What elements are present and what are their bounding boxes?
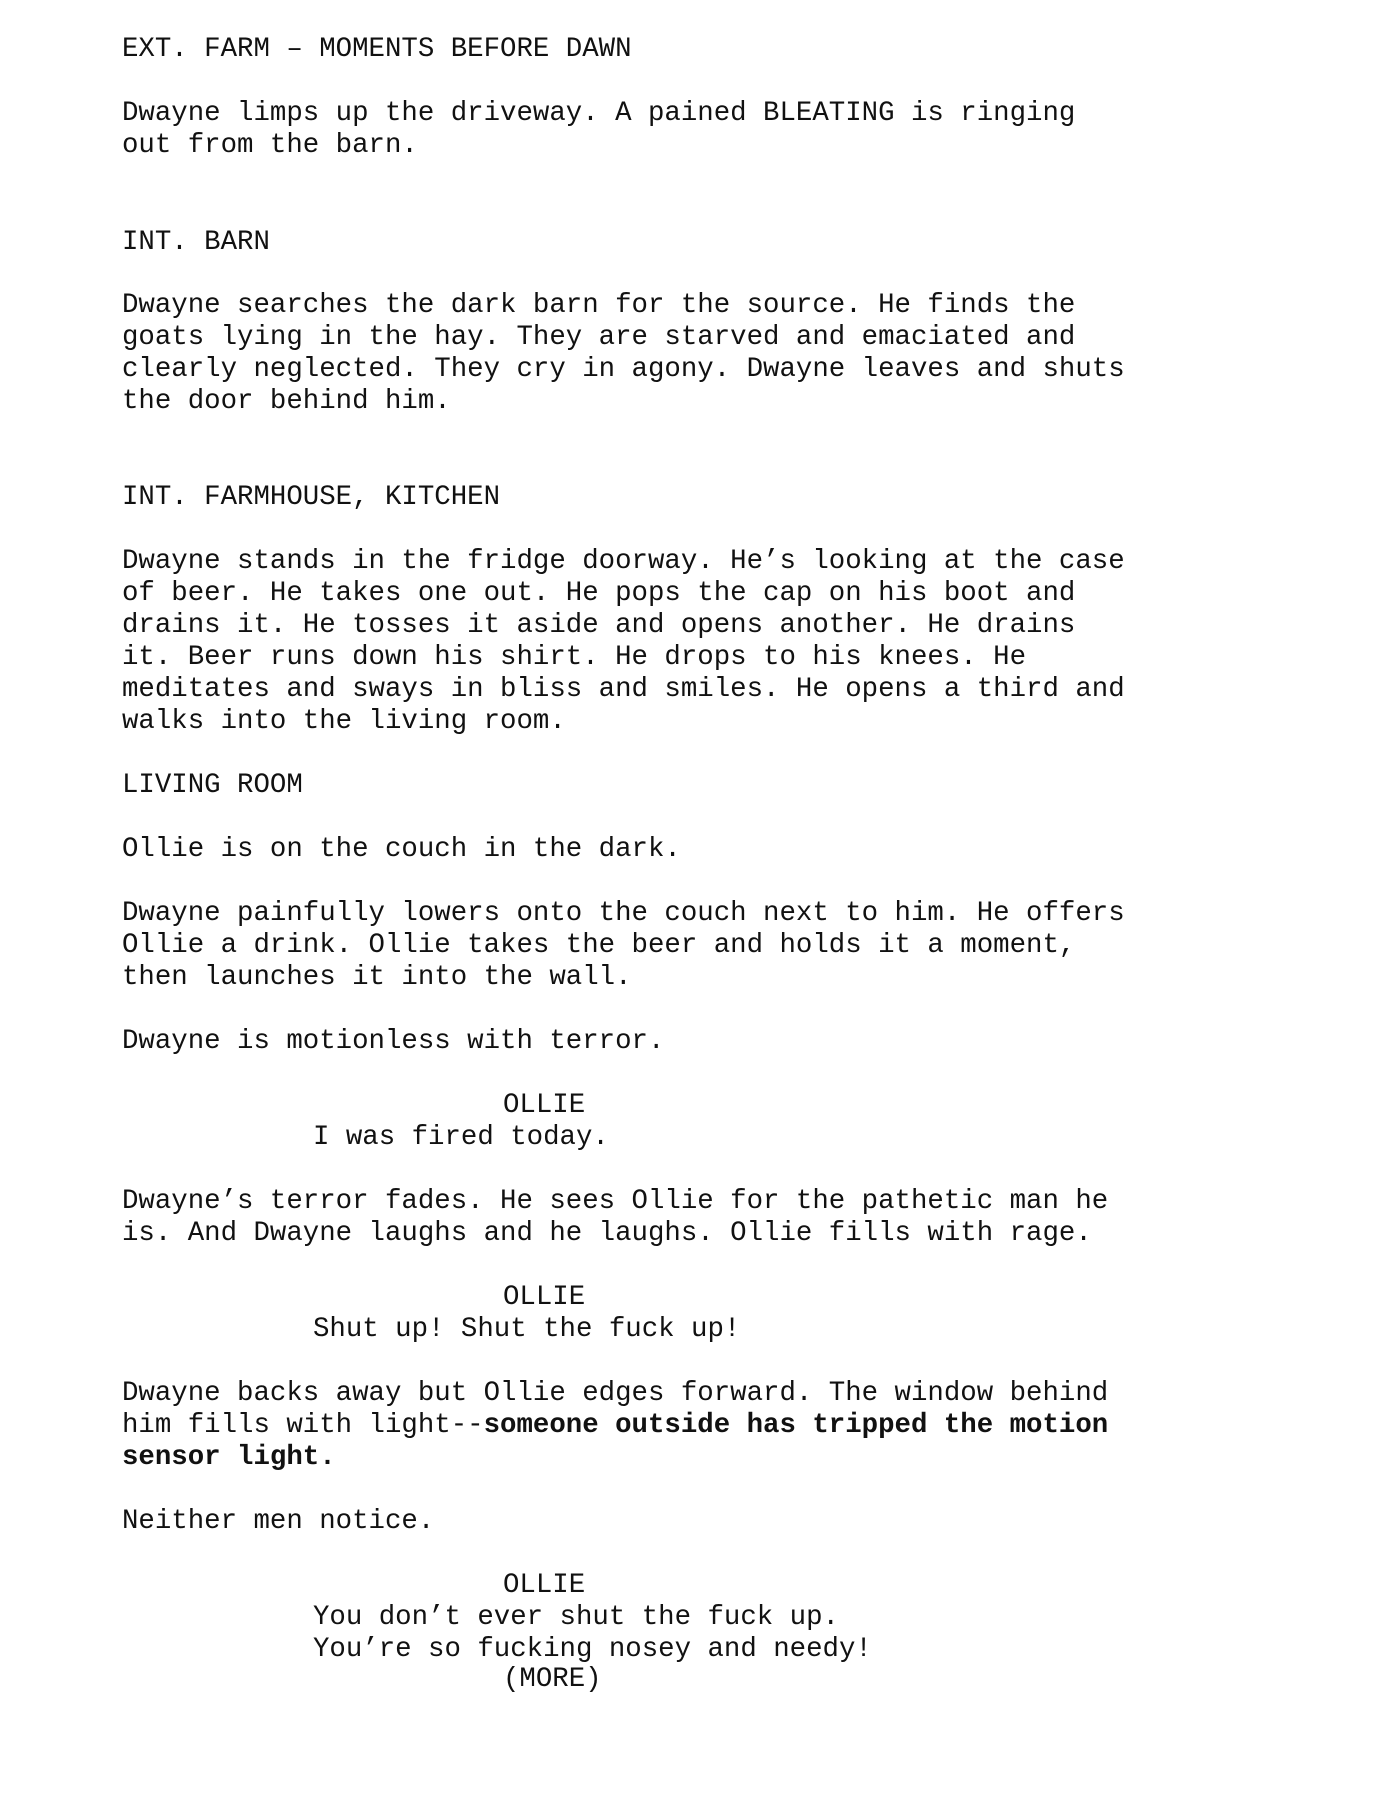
action-line: Dwayne limps up the driveway. A pained BLEATING is ringing [122, 98, 1076, 129]
action-line: out from the barn. [122, 130, 418, 161]
action-line: clearly neglected. They cry in agony. Dwayne leaves and shuts [122, 354, 1125, 385]
action-line: of beer. He takes one out. He pops the cap on his boot and [122, 578, 1076, 609]
action-line-bold: sensor light. [122, 1442, 336, 1473]
action-line: Neither men notice. [122, 1506, 435, 1537]
action-line-mixed [122, 1410, 1108, 1442]
action-line: goats lying in the hay. They are starved and emaciated and [122, 322, 1076, 353]
character-name: OLLIE [503, 1570, 586, 1601]
action-text: him fills with light-- [122, 1410, 484, 1441]
action-line: Dwayne searches the dark barn for the source. He finds the [122, 290, 1076, 321]
action-line: Dwayne backs away but Ollie edges forward. The window behind [122, 1378, 1109, 1409]
scene-heading: LIVING ROOM [122, 770, 303, 801]
action-line: Dwayne’s terror fades. He sees Ollie for the pathetic man he [122, 1186, 1109, 1217]
action-line: Ollie is on the couch in the dark. [122, 834, 681, 865]
action-line: Dwayne is motionless with terror. [122, 1026, 665, 1057]
more-continuation: (MORE) [503, 1664, 602, 1695]
action-line: the door behind him. [122, 386, 451, 417]
scene-heading: INT. BARN [122, 227, 270, 258]
action-line: Ollie a drink. Ollie takes the beer and holds it a moment, [122, 930, 1076, 961]
action-line: meditates and sways in bliss and smiles. He opens a third and [122, 674, 1125, 705]
action-line: it. Beer runs down his shirt. He drops to his knees. He [122, 642, 1027, 673]
character-name: OLLIE [503, 1282, 586, 1313]
dialogue-line: You don’t ever shut the fuck up. [313, 1602, 839, 1633]
scene-heading: EXT. FARM – MOMENTS BEFORE DAWN [122, 34, 632, 65]
scene-heading: INT. FARMHOUSE, KITCHEN [122, 482, 501, 513]
dialogue-line: You’re so fucking nosey and needy! [313, 1634, 872, 1665]
action-text-bold: someone outside has tripped the motion [483, 1410, 1109, 1441]
action-line: Dwayne painfully lowers onto the couch next to him. He offers [122, 898, 1125, 929]
action-line: drains it. He tosses it aside and opens another. He drains [122, 610, 1076, 641]
action-line: is. And Dwayne laughs and he laughs. Ollie fills with rage. [122, 1218, 1092, 1249]
action-line: then launches it into the wall. [122, 962, 632, 993]
character-name: OLLIE [503, 1090, 586, 1121]
action-line: walks into the living room. [122, 706, 566, 737]
dialogue-line: Shut up! Shut the fuck up! [313, 1314, 741, 1345]
action-line: Dwayne stands in the fridge doorway. He’s looking at the case [122, 546, 1125, 577]
dialogue-line: I was fired today. [313, 1122, 609, 1153]
